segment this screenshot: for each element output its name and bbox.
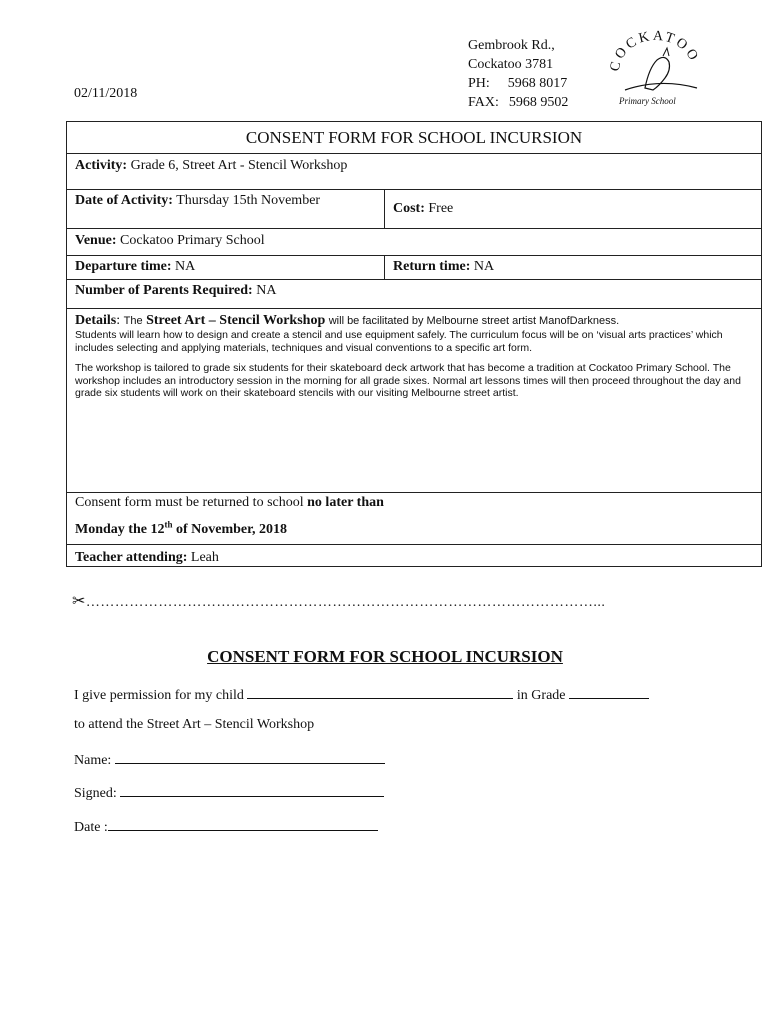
signed-line [74, 784, 384, 802]
parents-value: NA [256, 283, 277, 298]
attend-line: to attend the Street Art – Stencil Workshop [74, 717, 315, 732]
fax-number: 5968 9502 [508, 95, 569, 110]
return-cell [385, 256, 761, 280]
name-label: Name: [74, 753, 112, 768]
svg-text:COCKATOO [608, 29, 702, 73]
venue-label: Venue: [75, 233, 117, 248]
signature-field[interactable] [120, 784, 384, 797]
departure-label: Departure time: [75, 259, 172, 274]
deadline-date [75, 519, 753, 538]
details-paragraph-1: Students will learn how to design and create a stencil and use equipment safely. The curriculum focus will be on ‘visual arts practices’ which includes selecting and applying materials, techniques and visual conventions to a specific art form. [75, 329, 723, 354]
return-text: Consent form must be returned to school [75, 495, 304, 510]
fax-line [468, 93, 568, 112]
details-heading: Details: The Street Art – Stencil Workshop will be facilitated by Melbourne street artist ManofDarkness. [75, 313, 620, 328]
phone-label: PH: [468, 76, 490, 91]
consent-form-box [66, 121, 762, 567]
cut-line [72, 591, 605, 611]
child-name-field[interactable] [247, 686, 513, 699]
logo-text-bottom: Primary School [619, 96, 676, 106]
return-label: Return time: [393, 259, 471, 274]
address-suburb: Cockatoo 3781 [468, 57, 554, 72]
teacher-value: Leah [190, 550, 219, 565]
signed-label: Signed: [74, 786, 117, 801]
venue-value: Cockatoo Primary School [120, 233, 265, 248]
phone-number: 5968 8017 [507, 76, 568, 91]
parents-row [67, 280, 761, 309]
details-title: Street Art – Stencil Workshop [146, 313, 326, 328]
date-line [74, 818, 378, 836]
deadline-suffix: of November, 2018 [175, 521, 288, 537]
venue-row [67, 229, 761, 256]
activity-label: Activity: [75, 158, 128, 173]
teacher-row [67, 545, 761, 566]
deadline-prefix: Monday the 12 [75, 521, 165, 537]
details-block [67, 309, 761, 493]
details-intro-rest: will be facilitated by Melbourne street artist ManofDarkness. [328, 315, 620, 327]
activity-value: Grade 6, Street Art - Stencil Workshop [130, 158, 348, 173]
slip-date-label: Date : [74, 820, 108, 835]
scissors-icon: ✂ [72, 593, 86, 610]
school-logo [605, 28, 705, 108]
departure-cell [67, 256, 385, 280]
return-deadline-block [67, 493, 761, 545]
cost-cell [385, 190, 761, 228]
school-address [468, 36, 568, 112]
form-title: CONSENT FORM FOR SCHOOL INCURSION [67, 122, 761, 154]
departure-value: NA [175, 259, 196, 274]
details-intro: The [123, 315, 143, 327]
date-cost-row [67, 190, 761, 229]
name-field[interactable] [115, 751, 385, 764]
date-value: Thursday 15th November [176, 193, 321, 208]
permission-line [74, 686, 649, 704]
logo-text-top: COCKATOO [607, 28, 702, 73]
details-paragraph-2: The workshop is tailored to grade six students for their skateboard deck artwork that has become a tradition at Cockatoo Primary School. The workshop includes an introductory session in the morning for all grade sixes. Normal art lessons times will then proceed throughout the day and grade six students will work on their skateboard stencils with our visiting Melbourne street artist. [75, 362, 741, 399]
name-line [74, 751, 385, 769]
details-label: Details [75, 313, 117, 328]
date-cell [67, 190, 385, 228]
date-label: Date of Activity: [75, 193, 173, 208]
deadline-sup: th [164, 519, 173, 529]
cockatoo-bird-icon [645, 57, 670, 90]
times-row [67, 256, 761, 280]
activity-row [67, 154, 761, 190]
return-bold: no later than [307, 495, 384, 510]
permission-text: I give permission for my child [74, 688, 244, 703]
fax-label: FAX: [468, 95, 499, 110]
grade-text: in Grade [516, 688, 566, 703]
cut-dots: ……………………………………………………………………………………………... [85, 595, 606, 610]
return-instruction [75, 495, 753, 511]
date-field[interactable] [108, 818, 378, 831]
phone-line [468, 74, 568, 93]
grade-field[interactable] [569, 686, 649, 699]
cost-label: Cost: [393, 201, 425, 216]
parents-label: Number of Parents Required: [75, 283, 253, 298]
return-value: NA [473, 259, 495, 274]
letter-date: 02/11/2018 [74, 86, 138, 101]
slip-title: CONSENT FORM FOR SCHOOL INCURSION [207, 647, 563, 666]
cost-value: Free [428, 201, 454, 216]
teacher-label: Teacher attending: [75, 550, 188, 565]
address-street: Gembrook Rd., [468, 38, 555, 53]
